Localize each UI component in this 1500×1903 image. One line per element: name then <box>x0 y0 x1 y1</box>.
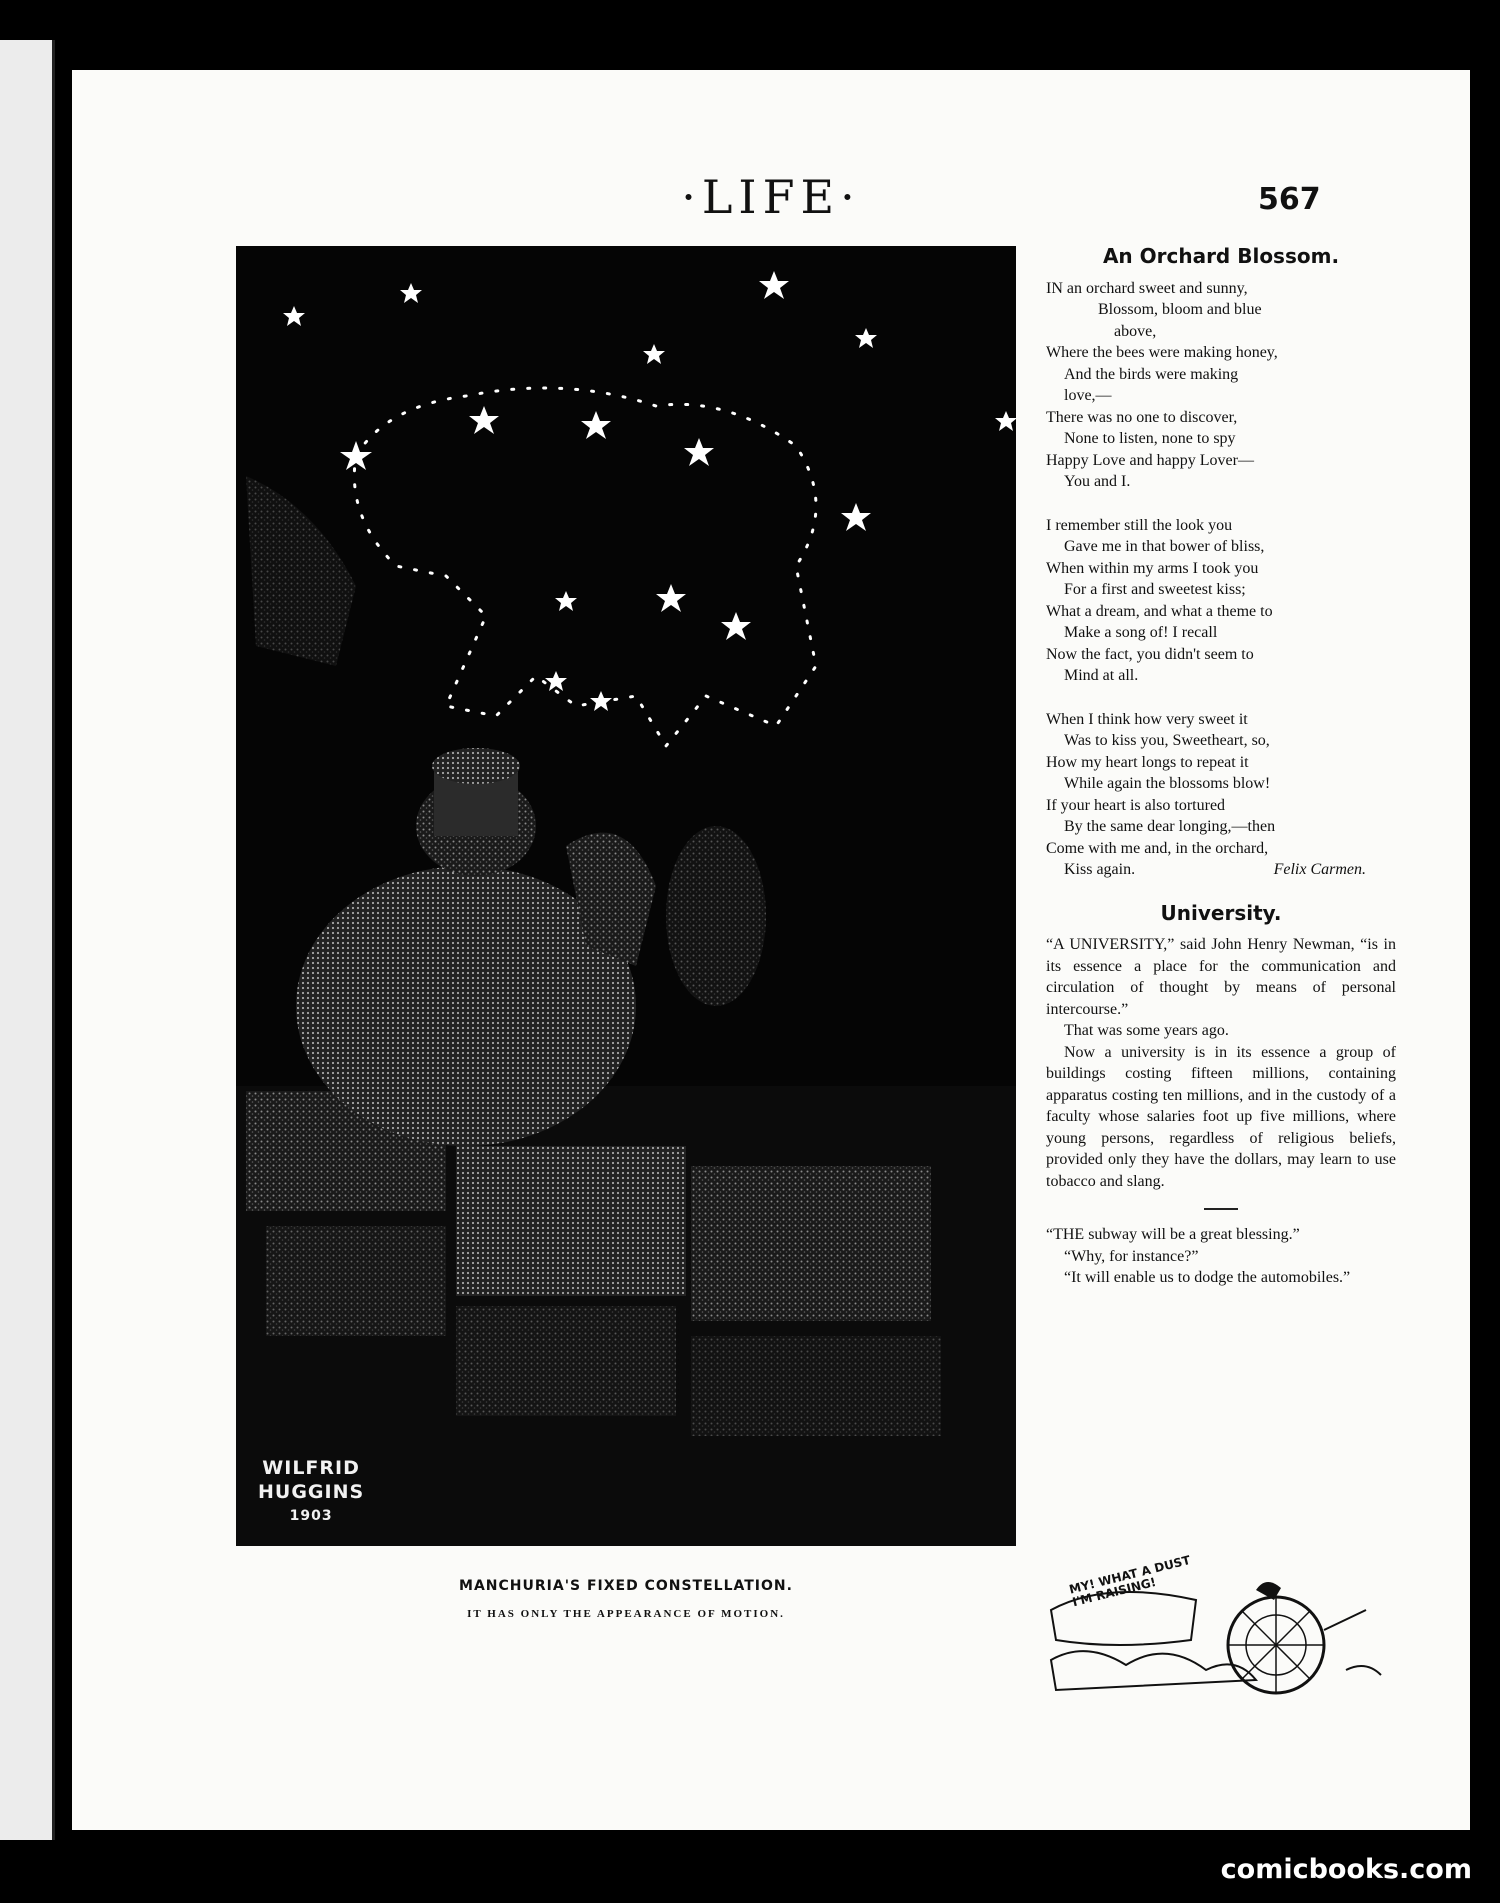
poem-line: Gave me in that bower of bliss, <box>1064 538 1265 555</box>
illustration <box>236 246 1016 1546</box>
university-paragraph-2: That was some years ago. <box>1064 1022 1229 1039</box>
poem-line: Kiss again. <box>1064 861 1136 878</box>
watermark: comicbooks.com <box>1220 1854 1472 1885</box>
poem-line: Where the bees were making honey, <box>1046 344 1278 361</box>
poem-line: When within my arms I took you <box>1046 559 1259 577</box>
subway-line-1: “THE subway will be a great blessing.” <box>1046 1226 1300 1243</box>
poem-line: If your heart is also tortured <box>1046 796 1226 814</box>
adjacent-page-edge <box>0 40 55 1840</box>
constellation-artwork <box>236 246 1016 1546</box>
poem-line: above, <box>1114 322 1157 340</box>
poem-line: Now the fact, you didn't seem to <box>1046 645 1254 663</box>
poem <box>1046 278 1396 881</box>
poem-line: I remember still the look you <box>1046 516 1233 534</box>
illustration-caption <box>236 1578 1016 1620</box>
stars <box>283 271 1016 711</box>
subway-line-2: “Why, for instance?” <box>1064 1247 1199 1265</box>
poem-line: How my heart longs to repeat it <box>1046 753 1249 771</box>
poem-line: What a dream, and what a theme to <box>1046 602 1273 620</box>
poem-stanza-1 <box>1046 278 1396 493</box>
cartoon-snail-wheel <box>1046 1552 1396 1702</box>
poem-stanza-2 <box>1046 515 1396 687</box>
cartoon-speech: MY! WHAT A DUST I'M RAISING! <box>1067 1552 1192 1610</box>
signature-first-name: WILFRID <box>262 1457 360 1479</box>
university-title: University. <box>1160 900 1282 925</box>
section-divider <box>1204 1208 1238 1210</box>
poem-title: An Orchard Blossom. <box>1102 244 1340 268</box>
caption-title: MANCHURIA'S FIXED CONSTELLATION. <box>459 1578 793 1594</box>
poem-line: While again the blossoms blow! <box>1064 775 1271 792</box>
poem-line: You and I. <box>1064 473 1131 490</box>
page-number: 567 <box>1258 182 1321 217</box>
text-column <box>1046 246 1396 1289</box>
poem-line: For a first and sweetest kiss; <box>1064 581 1246 598</box>
university-paragraph-1: “A UNIVERSITY,” said John Henry Newman, “is in its essence a place for the communication and circulation of thought by means of personal intercourse.” <box>1046 936 1396 1018</box>
poem-line: Mind at all. <box>1064 667 1139 684</box>
poem-line: None to listen, none to spy <box>1064 430 1236 447</box>
poem-line: By the same dear longing,—then <box>1064 818 1276 835</box>
masthead: ·LIFE· <box>681 170 861 224</box>
university-article <box>1046 934 1396 1192</box>
poem-line: Happy Love and happy Lover— <box>1046 451 1254 469</box>
poem-line: Blossom, bloom and blue <box>1098 301 1262 318</box>
poem-line: There was no one to discover, <box>1046 408 1238 426</box>
poem-line: Make a song of! I recall <box>1064 624 1218 641</box>
poem-line: Was to kiss you, Sweetheart, so, <box>1064 732 1270 749</box>
university-paragraph-3: Now a university is in its essence a group of buildings costing fifteen millions, containing apparatus costing ten millions, and in the custody of a faculty whose salaries foot up five millions, where young persons, regardless of religious beliefs, provided only they have the dollars, may learn to use tobacco and slang. <box>1046 1043 1396 1190</box>
subway-line-3: “It will enable us to dodge the automobiles.” <box>1064 1269 1351 1286</box>
subway-joke <box>1046 1224 1396 1289</box>
signature-year: 1903 <box>289 1508 333 1524</box>
artist-signature <box>258 1456 364 1528</box>
poem-stanza-3 <box>1046 709 1396 881</box>
poem-line: Come with me and, in the orchard, <box>1046 839 1269 857</box>
caption-subtitle: IT HAS ONLY THE APPEARANCE OF MOTION. <box>467 1608 785 1620</box>
signature-last-name: HUGGINS <box>258 1481 365 1503</box>
poem-line: When I think how very sweet it <box>1046 710 1248 728</box>
poem-line: love,— <box>1064 387 1112 404</box>
poem-author: Felix Carmen. <box>1273 861 1366 878</box>
poem-line: And the birds were making <box>1064 365 1239 383</box>
magazine-page <box>72 70 1470 1830</box>
poem-closing-line <box>1046 859 1396 881</box>
poem-line: IN an orchard sweet and sunny, <box>1046 279 1248 297</box>
